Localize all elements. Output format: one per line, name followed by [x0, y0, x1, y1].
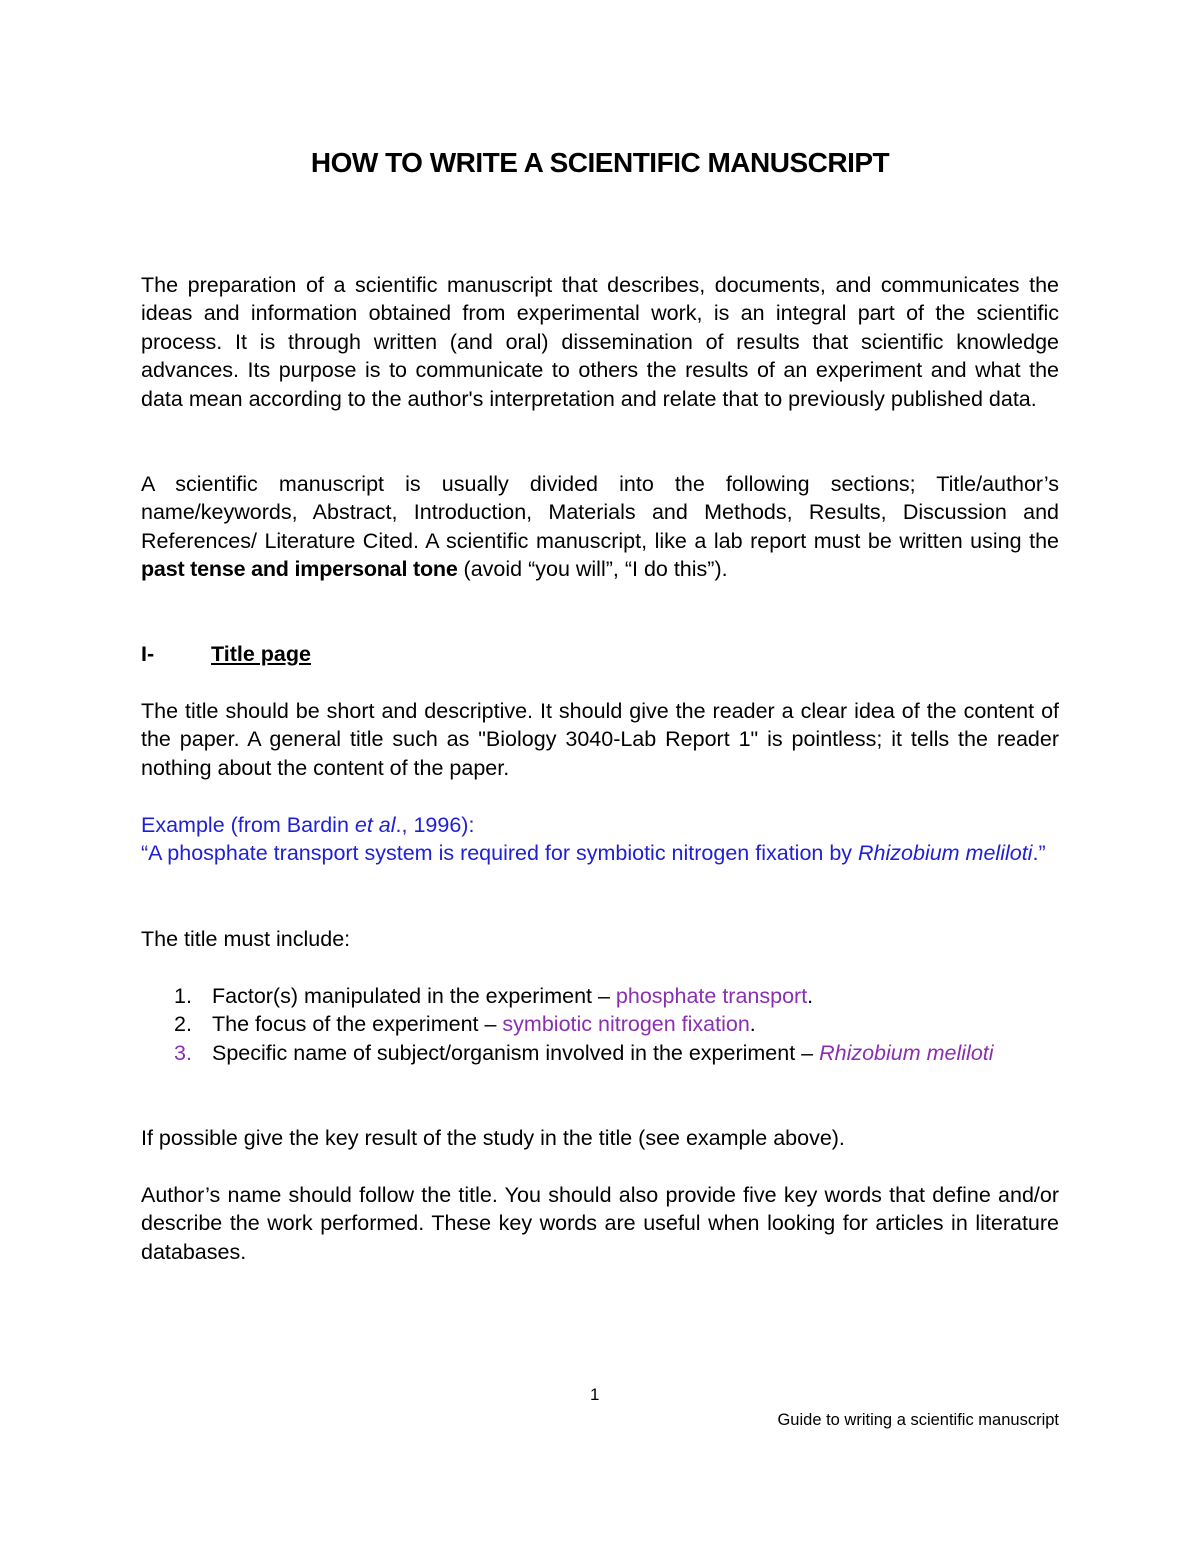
page-footer: Guide to writing a scientific manuscript: [777, 1411, 1059, 1429]
example-quote: “A phosphate transport system is required for symbiotic nitrogen fixation by Rhizobium meliloti.”: [141, 841, 1046, 866]
list-marker: 3.: [174, 1040, 192, 1065]
list-item: 1. Factor(s) manipulated in the experiment – phosphate transport.: [141, 982, 1059, 1010]
list-marker: 2.: [174, 1012, 192, 1037]
section-title: Title page: [211, 642, 311, 666]
intro-paragraph: The preparation of a scientific manuscript that describes, documents, and communicates the ideas and information obtained from experimental work, is an integral part of the scientific process. It is through written (and oral) dissemination of results that scientific knowledge advances. Its purpose is to communicate to others the results of an experiment and what the data mean according to the author's interpretation and relate that to previously published data.: [141, 273, 1059, 411]
title-description: The title should be short and descriptive. It should give the reader a clear idea of the content of the paper. A general title such as "Biology 3040-Lab Report 1" is pointless; it tells the reader nothing about the content of the paper.: [141, 699, 1059, 780]
highlight-text: symbiotic nitrogen fixation: [502, 1012, 750, 1037]
page-number: 1: [590, 1385, 600, 1404]
author-paragraph: Author’s name should follow the title. You should also provide five key words that define and/or describe the work performed. These key words are useful when looking for articles in literature databases.: [141, 1183, 1059, 1264]
highlight-text: phosphate transport: [615, 984, 808, 1008]
example-label: Example (from Bardin et al., 1996):: [141, 813, 475, 837]
list-marker: 1.: [174, 984, 192, 1008]
list-item: 3. Specific name of subject/organism involved in the experiment – Rhizobium meliloti: [141, 1039, 1059, 1067]
requirements-list: [141, 982, 1059, 1067]
title-must-include: The title must include:: [141, 927, 351, 951]
sections-text: A scientific manuscript is usually divided into the following sections; Title/author’s name/keywords, Abstract, Introduction, Materials and Methods, Results, Discussion and References/ Literature Cited. A scientific manuscript, like a lab report must be written using the: [141, 472, 1059, 553]
section-heading: [141, 640, 311, 668]
key-result-paragraph: If possible give the key result of the study in the title (see example above).: [141, 1126, 845, 1150]
highlight-text: Rhizobium meliloti: [819, 1040, 994, 1065]
sections-paragraph: [141, 470, 1059, 584]
emphasis-text: past tense and impersonal tone: [141, 557, 458, 582]
list-item: 2. The focus of the experiment – symbiotic nitrogen fixation.: [141, 1010, 1059, 1038]
section-number: I-: [141, 642, 155, 666]
sections-text-end: (avoid “you will”, “I do this”).: [457, 557, 728, 582]
document-title: HOW TO WRITE A SCIENTIFIC MANUSCRIPT: [310, 147, 890, 178]
example-block: [141, 811, 1059, 868]
